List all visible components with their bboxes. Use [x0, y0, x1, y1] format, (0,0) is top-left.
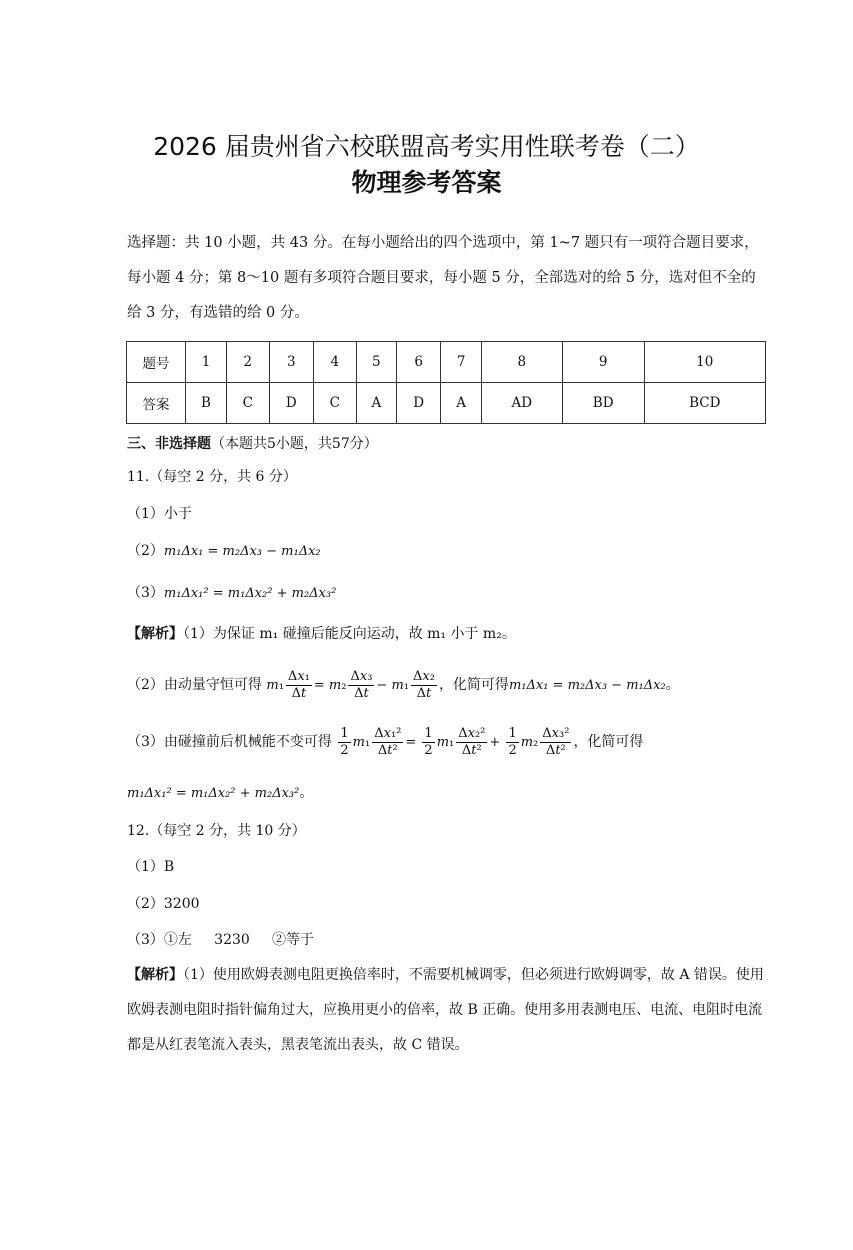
answer-cell: D — [269, 383, 313, 424]
answer-table — [126, 341, 766, 424]
question-number-cell: 6 — [397, 342, 441, 383]
q12-analysis-1-row — [127, 958, 767, 1063]
answer-cell: A — [356, 383, 396, 424]
q11-analysis-3-result: m₁Δx₁² = m₁Δx₂² + m₂Δx₃² — [127, 786, 300, 801]
answer-cell: BD — [562, 383, 644, 424]
analysis-tag: 【解析】 — [127, 626, 183, 642]
multiple-choice-intro: 选择题：共 10 小题，共 43 分。在每小题给出的四个选项中，第 1~7 题只有一项符合题目要求，每小题 4 分；第 8～10 题有多项符合题目要求，每小题 5 分，全部选对的给 5 分，选对但不全的给 3 分，有选错的给 0 分。 — [127, 235, 759, 321]
q12-answer-1: （1）B — [127, 859, 175, 875]
question-number-cell: 3 — [269, 342, 313, 383]
q11-analysis-2-prefix: （2）由动量守恒可得 — [127, 677, 262, 693]
q11-answer-3-formula: m₁Δx₁² = m₁Δx₂² + m₂Δx₃² — [163, 586, 337, 601]
answer-cell: B — [186, 383, 227, 424]
answer-cell: BCD — [644, 383, 765, 424]
q11-analysis-1-row — [127, 623, 516, 645]
question-number-cell: 7 — [441, 342, 481, 383]
question-number-cell: 10 — [644, 342, 765, 383]
header-label-cell: 题号 — [127, 342, 186, 383]
document-subtitle: 物理参考答案 — [351, 168, 502, 197]
q11-answer-3-prefix: （3） — [127, 585, 164, 601]
momentum-equation: m₁ $\frac{\text{Δx₁}}{\Delta t}$ = m₂ $\frac{\text{Δx₃}}{\Delta t}$ − m₁ $\frac{\text{Δx₂}}{\Delta t}$ — [266, 669, 435, 701]
q11-analysis-3-mid: ，化简可得 — [573, 734, 644, 750]
q11-answer-2-prefix: （2） — [127, 543, 164, 559]
answer-cell: D — [397, 383, 441, 424]
question-number-cell: 5 — [356, 342, 396, 383]
section-note: （本题共5小题，共57分） — [211, 436, 378, 452]
q12-label: 12.（每空 2 分，共 10 分） — [127, 823, 306, 839]
question-number-cell: 8 — [481, 342, 562, 383]
q11-analysis-2-result: m₁Δx₁ = m₂Δx₃ − m₁Δx₂ — [508, 678, 666, 693]
question-number-cell: 1 — [186, 342, 227, 383]
q11-analysis-1: （1）为保证 m₁ 碰撞后能反向运动，故 m₁ 小于 m₂。 — [183, 626, 516, 642]
q11-analysis-3-result-row: m₁Δx₁² = m₁Δx₂² + m₂Δx₃²。 — [127, 785, 314, 801]
q11-label: 11.（每空 2 分，共 6 分） — [127, 469, 297, 485]
answer-cell: C — [314, 383, 357, 424]
q12-answer-3: （3）①左 3230 ②等于 — [127, 932, 315, 948]
answer-cell: AD — [481, 383, 562, 424]
question-number-cell: 9 — [562, 342, 644, 383]
document-title: 2026 届贵州省六校联盟高考实用性联考卷（二） — [153, 132, 700, 161]
q11-analysis-3-row — [127, 720, 643, 765]
question-number-cell: 4 — [314, 342, 357, 383]
q12-analysis-1: （1）使用欧姆表测电阻更换倍率时，不需要机械调零，但必须进行欧姆调零，故 A 错误。使用欧姆表测电阻时指针偏角过大，应换用更小的倍率，故 B 正确。使用多用表测电压、电流、电阻时电流都是从红表笔流入表头，黑表笔流出表头，故 C 错误。 — [127, 967, 764, 1053]
q11-analysis-2-mid: ，化简可得 — [438, 677, 509, 693]
q11-answer-2-row — [127, 540, 321, 563]
analysis-tag: 【解析】 — [127, 967, 183, 983]
section-heading-row — [127, 433, 378, 455]
q11-answer-3-row — [127, 582, 336, 605]
energy-equation: $\frac{1}{2}$ m₁ $\frac{\text{Δx₁²}}{\text{Δt²}}$ = $\frac{1}{2}$ m₁ $\frac{\text{Δx₂²}}{\text{Δt²}}$ + $\frac{1}{2}$ m₂ $\frac{\text{Δx₃²}}{\text{Δt²}}$ — [340, 726, 570, 758]
question-number-cell: 2 — [227, 342, 270, 383]
answer-cell: A — [441, 383, 481, 424]
answer-cell: C — [227, 383, 270, 424]
q11-answer-1: （1）小于 — [127, 506, 192, 522]
q11-analysis-3-prefix: （3）由碰撞前后机械能不变可得 — [127, 734, 332, 750]
question-number-row — [127, 342, 766, 383]
q12-answer-2: （2）3200 — [127, 896, 200, 912]
section-heading: 三、非选择题 — [127, 436, 211, 452]
q11-analysis-2-row: （2）由动量守恒可得 m₁ $\frac{\text{Δx₁}}{\Delta t}$ = m₂ $\frac{\text{Δx₃}}{\Delta t}$ − m₁ $\frac{\text{Δx₂}}{\Delta t}$ ，化简可得m₁Δx₁ = m₂Δx₃ − m₁Δx₂。 — [127, 669, 680, 701]
q11-answer-2-formula: m₁Δx₁ = m₂Δx₃ − m₁Δx₂ — [163, 544, 321, 559]
answer-row — [127, 383, 766, 424]
answer-label-cell: 答案 — [127, 383, 186, 424]
